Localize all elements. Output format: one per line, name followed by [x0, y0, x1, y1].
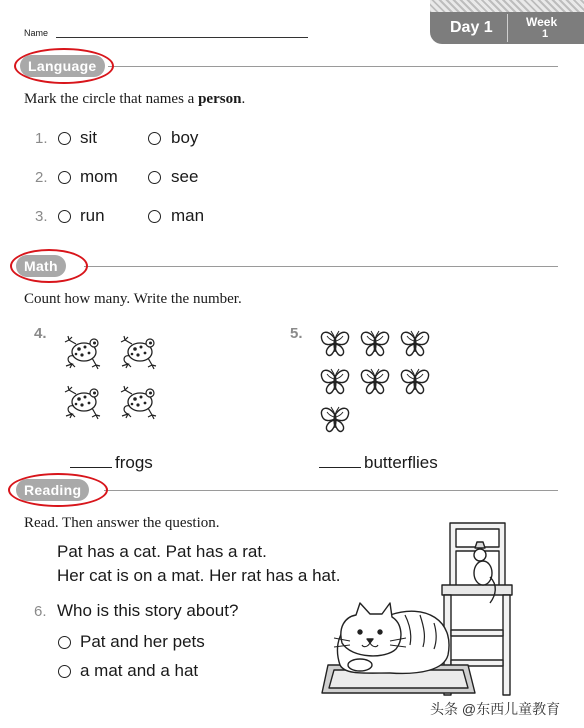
- cat-rat-chair-illustration: [320, 515, 520, 710]
- question-number: 6.: [34, 603, 47, 620]
- frog-picture: [65, 386, 100, 419]
- option-label: Pat and her pets: [80, 632, 205, 651]
- option-label: man: [171, 206, 205, 225]
- name-label: Name: [24, 28, 49, 38]
- math-instruction: Count how many. Write the number.: [24, 291, 242, 307]
- butterfly-picture: [361, 369, 388, 393]
- butterfly-picture: [361, 331, 388, 355]
- option-label: boy: [171, 128, 199, 147]
- butterflies-answer: butterflies: [319, 453, 438, 473]
- butterflies-answer-blank[interactable]: [319, 455, 361, 468]
- question-number: 4.: [34, 325, 47, 342]
- question-number: 1.: [35, 130, 48, 147]
- frog-picture: [65, 336, 100, 369]
- reading-section-label: Reading: [16, 479, 89, 501]
- frogs-answer-blank[interactable]: [70, 455, 112, 468]
- frogs-answer: frogs: [70, 453, 153, 473]
- frog-picture: [121, 336, 156, 369]
- story-line: Her cat is on a mat. Her rat has a hat.: [57, 566, 341, 585]
- butterfly-picture: [321, 369, 348, 393]
- option-label: a mat and a hat: [80, 661, 199, 680]
- answer-bubble[interactable]: [58, 636, 71, 649]
- math-section-label: Math: [16, 255, 66, 277]
- option-label: mom: [80, 167, 118, 186]
- language-instruction: Mark the circle that names a person.: [24, 91, 246, 107]
- reading-instruction: Read. Then answer the question.: [24, 515, 220, 531]
- butterfly-picture: [321, 331, 348, 355]
- option-label: run: [80, 206, 105, 225]
- butterfly-picture: [401, 369, 428, 393]
- butterfly-picture: [321, 407, 348, 431]
- option-label: see: [171, 167, 199, 186]
- reading-highlight-circle: [8, 473, 108, 507]
- story-line: Pat has a cat. Pat has a rat.: [57, 542, 267, 561]
- week-label: Week: [526, 15, 558, 29]
- watermark: 头条 @东西儿童教育: [430, 701, 561, 717]
- frog-picture: [121, 386, 156, 419]
- language-section-label: Language: [20, 55, 105, 77]
- option-label: sit: [80, 128, 97, 147]
- question-number: 5.: [290, 325, 303, 342]
- question-text: Who is this story about?: [57, 601, 239, 620]
- answer-bubble[interactable]: [58, 665, 71, 678]
- question-number: 3.: [35, 208, 48, 225]
- question-number: 2.: [35, 169, 48, 186]
- reading-rule: [104, 490, 558, 491]
- butterfly-picture: [401, 331, 428, 355]
- week-number: 1: [542, 28, 549, 40]
- day-label: Day 1: [450, 19, 493, 36]
